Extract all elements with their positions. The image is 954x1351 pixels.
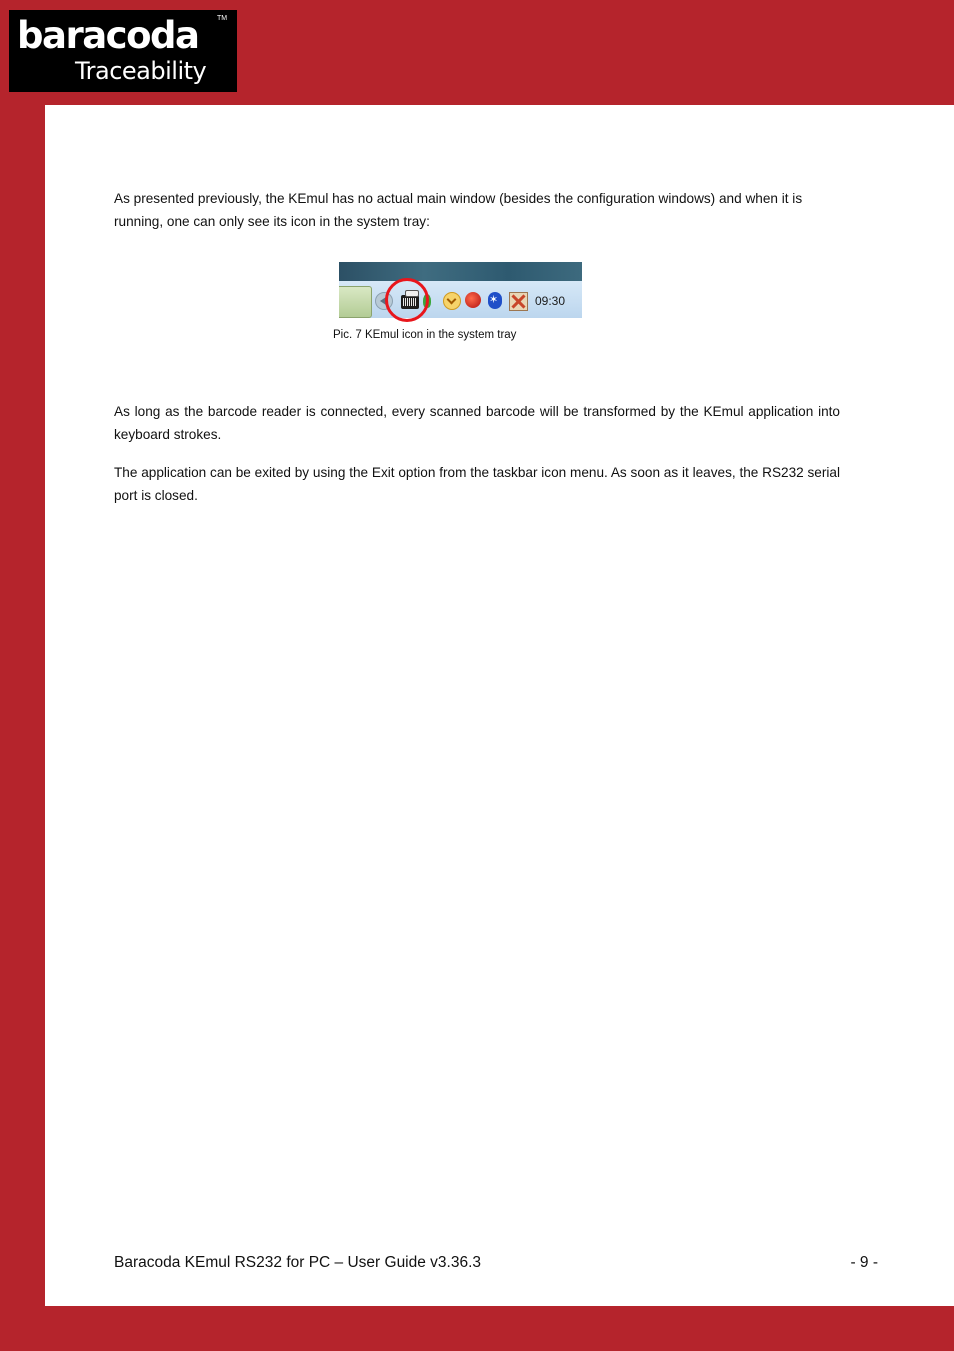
desktop-background	[339, 262, 582, 281]
highlight-circle	[385, 278, 429, 322]
scanning-paragraph: As long as the barcode reader is connected, every scanned barcode will be transformed by the KEmul application into keyboard strokes.	[114, 404, 840, 442]
baracoda-logo	[9, 10, 237, 92]
exit-paragraph: The application can be exited by using the Exit option from the taskbar icon menu. As soon as it leaves, the RS232 serial port is closed.	[114, 465, 840, 503]
clock-tray-icon	[443, 292, 461, 310]
figure-caption: Pic. 7 KEmul icon in the system tray	[333, 329, 517, 341]
footer-title: Baracoda KEmul RS232 for PC – User Guide v3.36.3	[114, 1254, 482, 1271]
bluetooth-icon	[488, 292, 502, 309]
tray-clock-time: 09:30	[535, 294, 566, 308]
network-disconnected-icon	[509, 292, 528, 311]
footer-page-number: - 9 -	[850, 1254, 878, 1271]
intro-paragraph: As presented previously, the KEmul has no actual main window (besides the configuration windows) and when it is running, one can only see its icon in the system tray:	[114, 191, 803, 229]
taskbar-button	[339, 286, 372, 318]
logo-brand-text: baracoda	[17, 14, 199, 57]
red-tray-icon	[465, 292, 481, 308]
logo-trademark: TM	[217, 15, 228, 22]
logo-tagline: Traceability	[75, 57, 207, 85]
system-tray-screenshot	[339, 262, 582, 318]
